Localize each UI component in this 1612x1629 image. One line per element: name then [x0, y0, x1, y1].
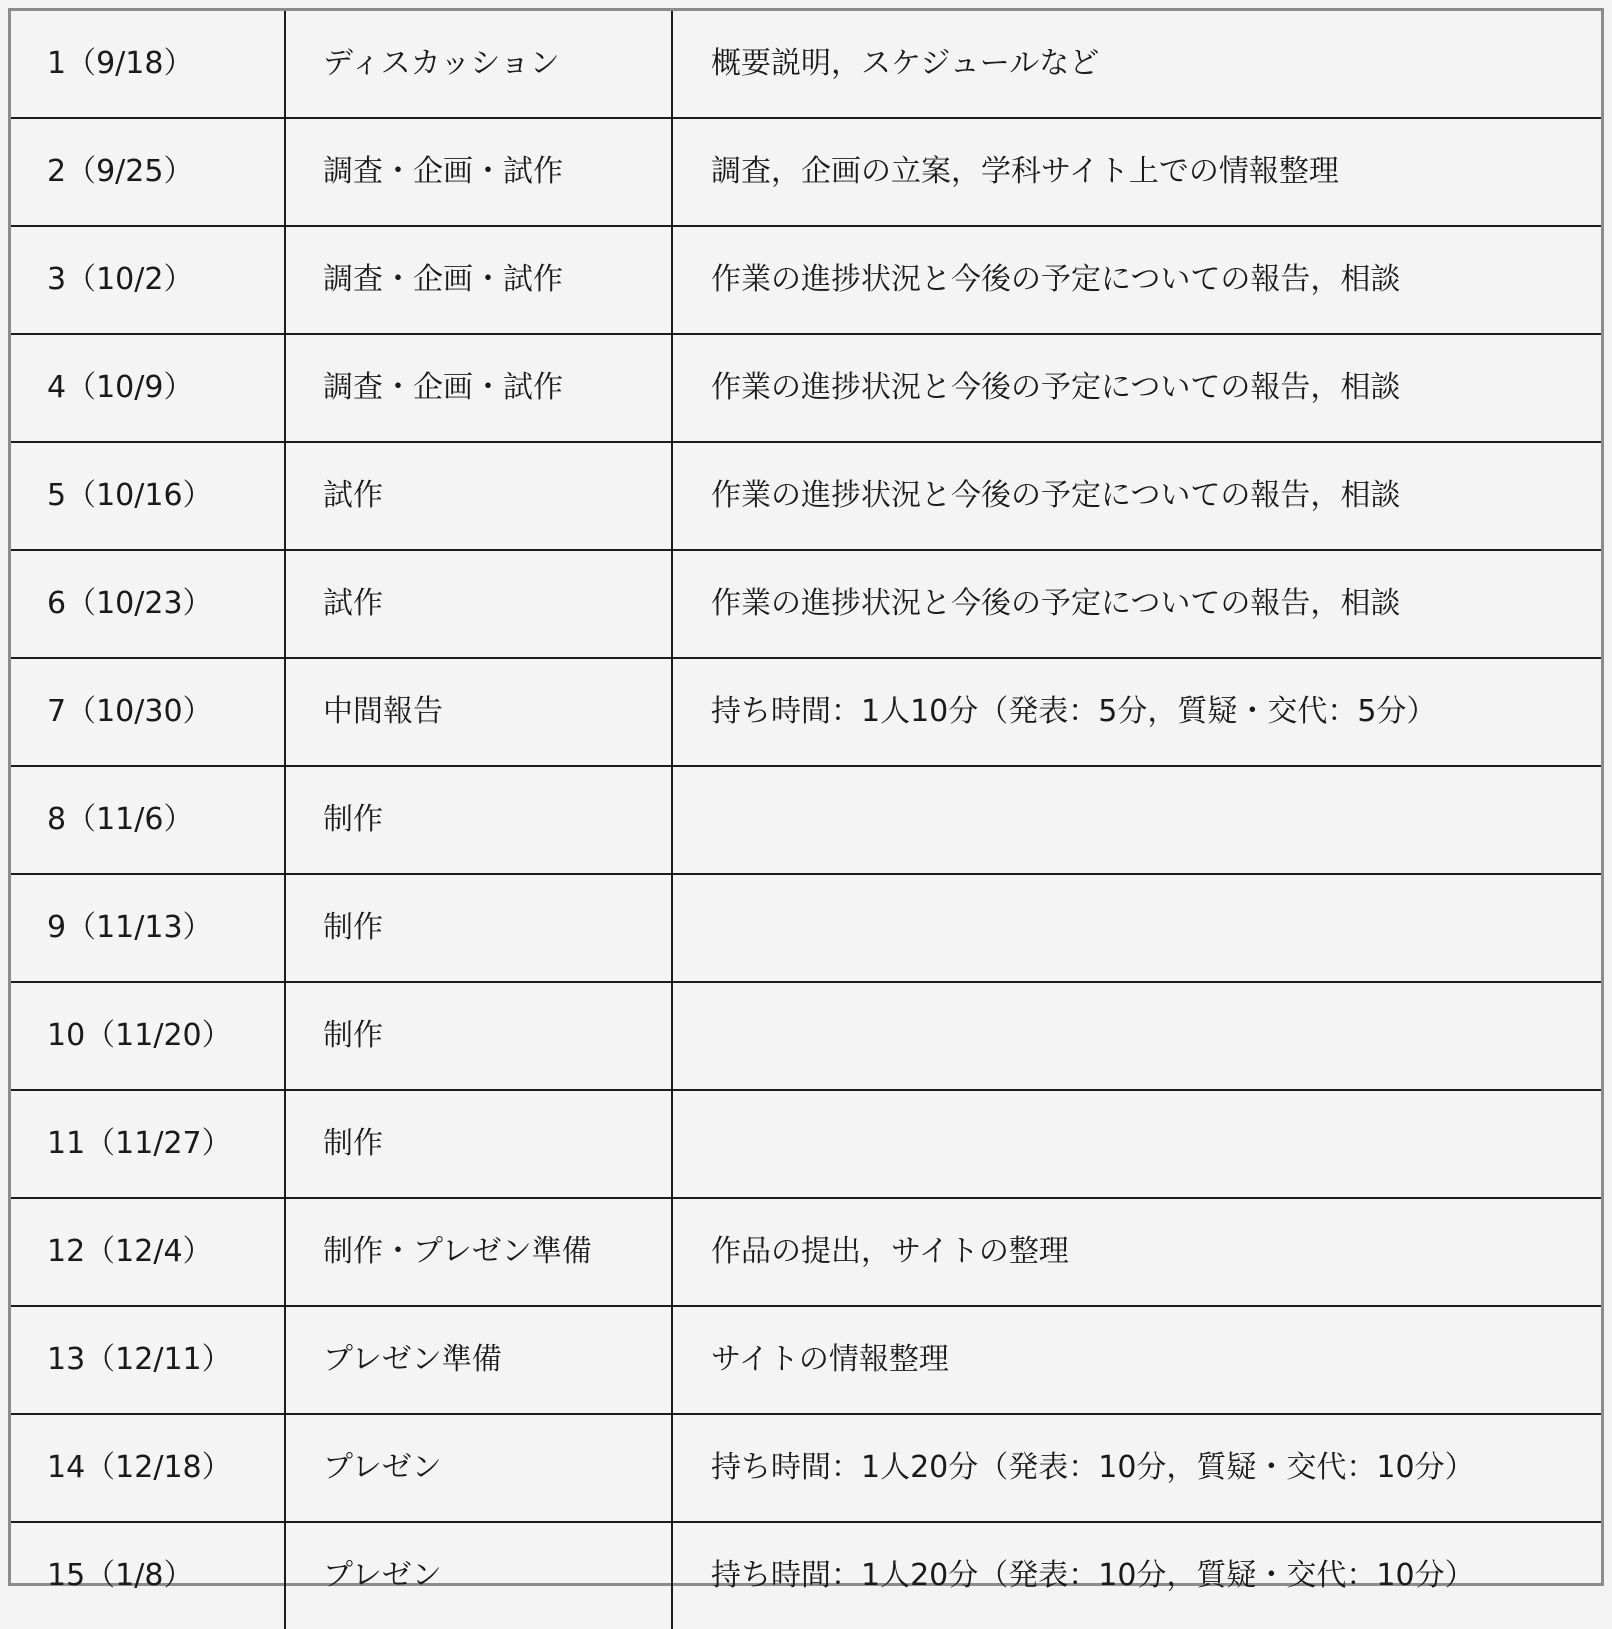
table-row: [11, 11, 1601, 118]
table-row: [11, 658, 1601, 766]
table-row: [11, 226, 1601, 334]
schedule-table: [11, 11, 1601, 1629]
notes-cell: [672, 766, 1601, 874]
notes-cell: サイトの情報整理: [672, 1306, 1601, 1414]
notes-cell: 持ち時間：1人20分（発表：10分，質疑・交代：10分）: [672, 1414, 1601, 1522]
activity-cell: 調査・企画・試作: [285, 226, 672, 334]
session-cell: 6（10/23）: [11, 550, 285, 658]
activity-cell: 制作・プレゼン準備: [285, 1198, 672, 1306]
activity-cell: 中間報告: [285, 658, 672, 766]
activity-cell: 制作: [285, 766, 672, 874]
table-row: [11, 1090, 1601, 1198]
notes-cell: 作品の提出，サイトの整理: [672, 1198, 1601, 1306]
notes-cell: 作業の進捗状況と今後の予定についての報告，相談: [672, 334, 1601, 442]
activity-cell: 調査・企画・試作: [285, 334, 672, 442]
session-cell: 9（11/13）: [11, 874, 285, 982]
table-row: [11, 766, 1601, 874]
session-cell: 10（11/20）: [11, 982, 285, 1090]
table-row: [11, 118, 1601, 226]
session-cell: 8（11/6）: [11, 766, 285, 874]
table-row: [11, 550, 1601, 658]
notes-cell: 持ち時間：1人20分（発表：10分，質疑・交代：10分）: [672, 1522, 1601, 1629]
notes-cell: [672, 982, 1601, 1090]
activity-cell: 調査・企画・試作: [285, 118, 672, 226]
notes-cell: 作業の進捗状況と今後の予定についての報告，相談: [672, 550, 1601, 658]
table-row: [11, 1198, 1601, 1306]
activity-cell: プレゼン: [285, 1522, 672, 1629]
activity-cell: ディスカッション: [285, 11, 672, 118]
notes-cell: [672, 1090, 1601, 1198]
session-cell: 7（10/30）: [11, 658, 285, 766]
schedule-frame: [8, 8, 1604, 1593]
notes-cell: 調査，企画の立案，学科サイト上での情報整理: [672, 118, 1601, 226]
activity-cell: 試作: [285, 550, 672, 658]
notes-cell: 概要説明，スケジュールなど: [672, 11, 1601, 118]
session-cell: 2（9/25）: [11, 118, 285, 226]
notes-cell: [672, 874, 1601, 982]
session-cell: 4（10/9）: [11, 334, 285, 442]
table-row: [11, 1306, 1601, 1414]
session-cell: 14（12/18）: [11, 1414, 285, 1522]
activity-cell: 制作: [285, 874, 672, 982]
table-row: [11, 982, 1601, 1090]
table-row: [11, 1414, 1601, 1522]
notes-cell: 持ち時間：1人10分（発表：5分，質疑・交代：5分）: [672, 658, 1601, 766]
activity-cell: 制作: [285, 1090, 672, 1198]
session-cell: 5（10/16）: [11, 442, 285, 550]
session-cell: 11（11/27）: [11, 1090, 285, 1198]
session-cell: 15（1/8）: [11, 1522, 285, 1629]
notes-cell: 作業の進捗状況と今後の予定についての報告，相談: [672, 226, 1601, 334]
activity-cell: プレゼン準備: [285, 1306, 672, 1414]
table-row: [11, 874, 1601, 982]
table-row: [11, 1522, 1601, 1629]
activity-cell: 制作: [285, 982, 672, 1090]
activity-cell: 試作: [285, 442, 672, 550]
activity-cell: プレゼン: [285, 1414, 672, 1522]
notes-cell: 作業の進捗状況と今後の予定についての報告，相談: [672, 442, 1601, 550]
table-row: [11, 442, 1601, 550]
session-cell: 13（12/11）: [11, 1306, 285, 1414]
session-cell: 12（12/4）: [11, 1198, 285, 1306]
session-cell: 3（10/2）: [11, 226, 285, 334]
session-cell: 1（9/18）: [11, 11, 285, 118]
table-row: [11, 334, 1601, 442]
